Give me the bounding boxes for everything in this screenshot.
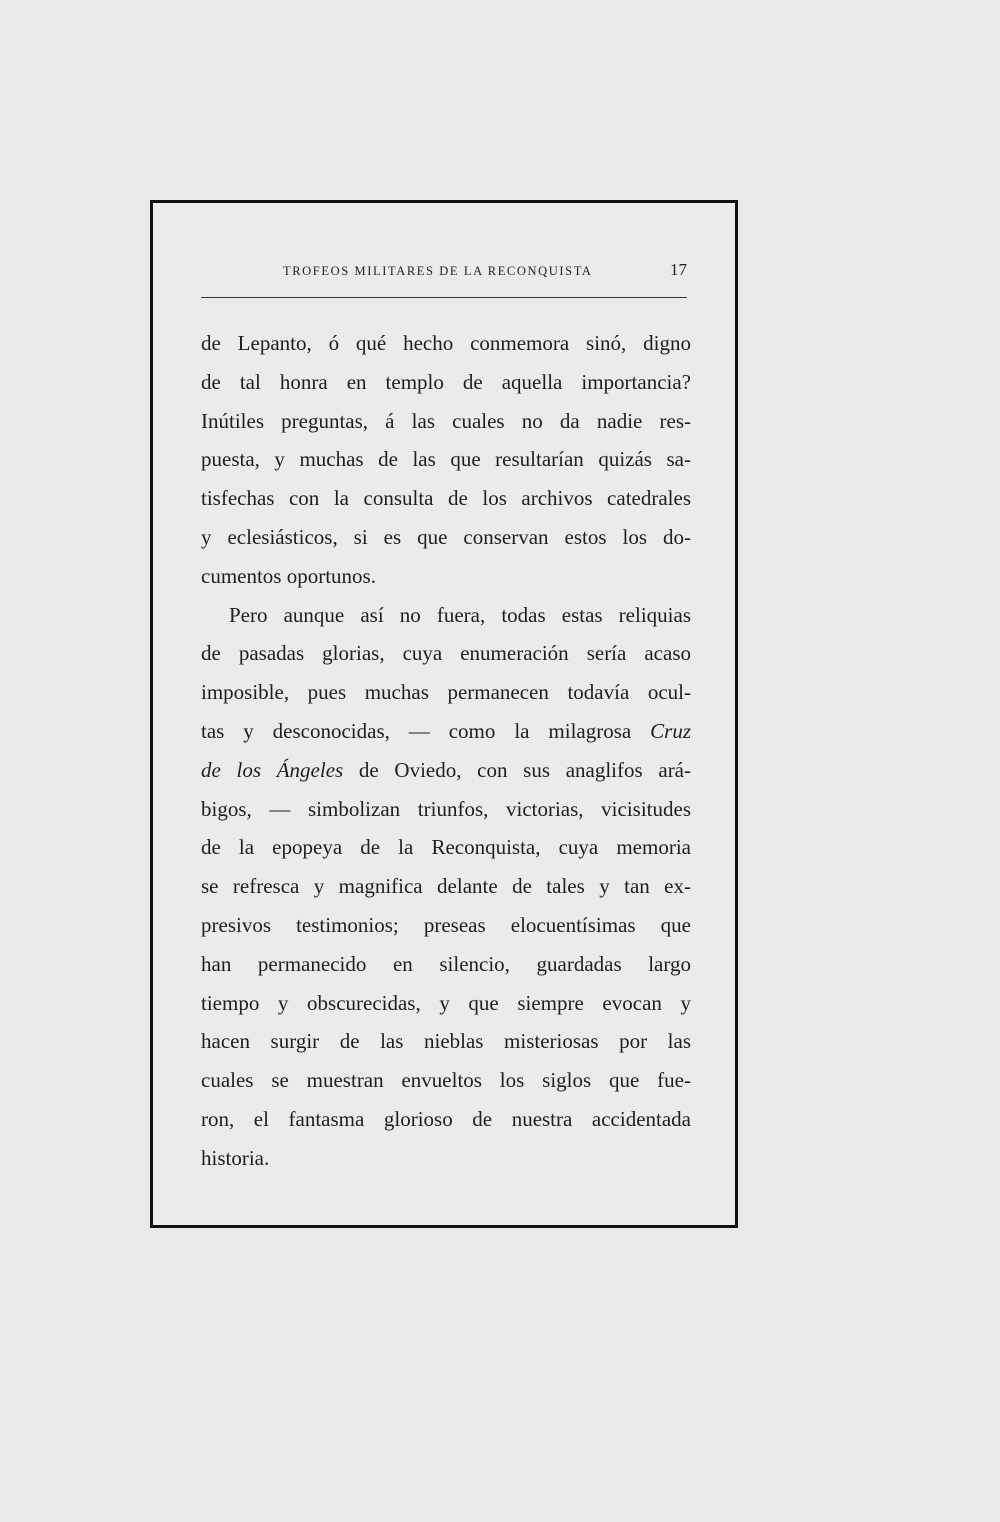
text-line: de tal honra en templo de aquella importancia? <box>201 369 691 394</box>
text-line: puesta, y muchas de las que resultarían quizás sa- <box>201 447 691 472</box>
text-line: imposible, pues muchas permanecen todavía ocul- <box>201 680 691 705</box>
text-line: historia. <box>201 1145 270 1170</box>
paragraph-start-line: Pero aunque así no fuera, todas estas reliquias <box>229 602 691 627</box>
page-number: 17 <box>670 260 687 279</box>
text-body <box>201 324 691 1178</box>
text-line: Inútiles preguntas, á las cuales no da nadie res- <box>201 408 691 433</box>
italic-title-segment: Cruz <box>650 718 692 743</box>
text-line <box>201 712 691 751</box>
italic-title-segment: de los Ángeles <box>201 757 344 782</box>
text-line: han permanecido en silencio, guardadas largo <box>201 951 691 976</box>
text-segment: tas y desconocidas, — como la milagrosa <box>201 718 632 743</box>
text-line: presivos testimonios; preseas elocuentísimas que <box>201 912 691 937</box>
text-line: hacen surgir de las nieblas misteriosas por las <box>201 1029 691 1054</box>
text-line: de pasadas glorias, cuya enumeración sería acaso <box>201 641 691 666</box>
text-segment: de Oviedo, con sus anaglifos ará- <box>358 757 691 782</box>
text-line <box>201 751 691 790</box>
text-line: bigos, — simbolizan triunfos, victorias, vicisitudes <box>201 796 691 821</box>
text-line: cuales se muestran envueltos los siglos que fue- <box>201 1068 691 1093</box>
page-frame <box>150 200 738 1228</box>
text-line: ron, el fantasma glorioso de nuestra accidentada <box>201 1106 691 1131</box>
text-line: tisfechas con la consulta de los archivos catedrales <box>201 486 691 511</box>
text-line: se refresca y magnifica delante de tales y tan ex- <box>201 874 691 899</box>
header-rule <box>201 297 687 298</box>
text-line: cumentos oportunos. <box>201 563 376 588</box>
text-line: de Lepanto, ó qué hecho conmemora sinó, digno <box>201 331 691 355</box>
text-line: y eclesiásticos, si es que conservan estos los do- <box>201 524 691 549</box>
text-line: tiempo y obscurecidas, y que siempre evocan y <box>201 990 691 1015</box>
text-line: de la epopeya de la Reconquista, cuya memoria <box>201 835 691 860</box>
running-header <box>203 261 687 285</box>
running-title: TROFEOS MILITARES DE LA RECONQUISTA <box>283 264 593 278</box>
